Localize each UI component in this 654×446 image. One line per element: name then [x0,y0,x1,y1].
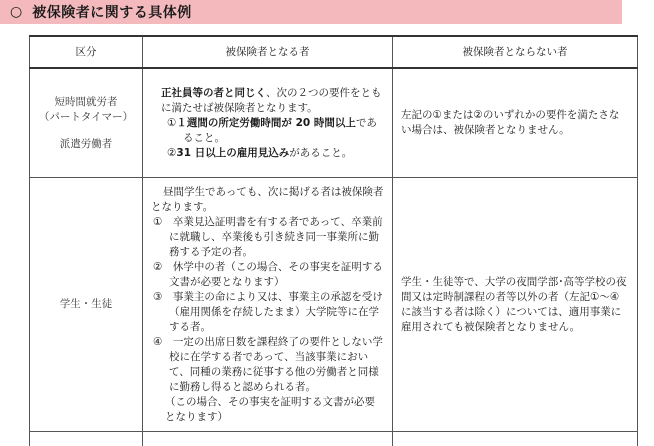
covered-note: （この場合、その事実を証明する文書が必要となります） [151,395,384,425]
category-line: 派遣労働者 [31,137,141,152]
category-line: （パートタイマー） [31,110,141,125]
section-banner [0,0,622,24]
covered-item: ④ 一定の出席日数を課程終了の要件としない学校に在学する者であって、当該事業において、同種の業務に従事する他の労働者と同様に勤務し得ると認められる者。 [151,335,384,395]
header-category: 区分 [30,36,143,68]
section-title: 被保険者に関する具体例 [32,2,192,22]
circle-marker-icon: ○ [10,4,22,20]
not-covered-cell [393,178,638,432]
covered-cell [143,68,393,178]
table-row-partial [30,432,638,446]
category-line: 学生・生徒 [60,298,113,310]
covered-lead: 正社員等の者と同じく、次の２つの要件をともに満たせば被保険者となります。 [151,86,384,116]
category-cell [30,68,143,178]
covered-item: ② 休学中の者（この場合、その事実を証明する文書が必要となります） [151,260,384,290]
covered-item: ① 卒業見込証明書を有する者であって、卒業前に就職し、卒業後も引き続き同一事業所に勤務する予定の者。 [151,215,384,260]
header-not-covered: 被保険者とならない者 [393,36,638,68]
covered-cell [143,178,393,432]
covered-intro: 昼間学生であっても、次に掲げる者は被保険者となります。 [151,185,384,215]
table-row [30,178,638,432]
category-line: 短時間就労者 [31,95,141,110]
table-header-row [30,36,638,68]
category-cell [30,178,143,432]
covered-item: ③ 事業主の命により又は、事業主の承認を受け（雇用関係を存続したまま）大学院等に在学する者。 [151,290,384,335]
covered-item: ①１週間の所定労働時間が 20 時間以上であること。 [151,116,384,146]
table-row [30,68,638,178]
covered-item: ②31 日以上の雇用見込みがあること。 [151,146,384,161]
not-covered-text: 学生・生徒等で、大学の夜間学部･高等学校の夜間又は定時制課程の者等以外の者（左記①～④に該当する者は除く）については、適用事業に雇用されても被保険者となりません。 [401,276,627,333]
header-covered: 被保険者となる者 [143,36,393,68]
not-covered-cell [393,68,638,178]
insured-examples-table [29,35,638,446]
not-covered-text: 左記の①または②のいずれかの要件を満たさない場合は、被保険者となりません。 [401,109,619,136]
